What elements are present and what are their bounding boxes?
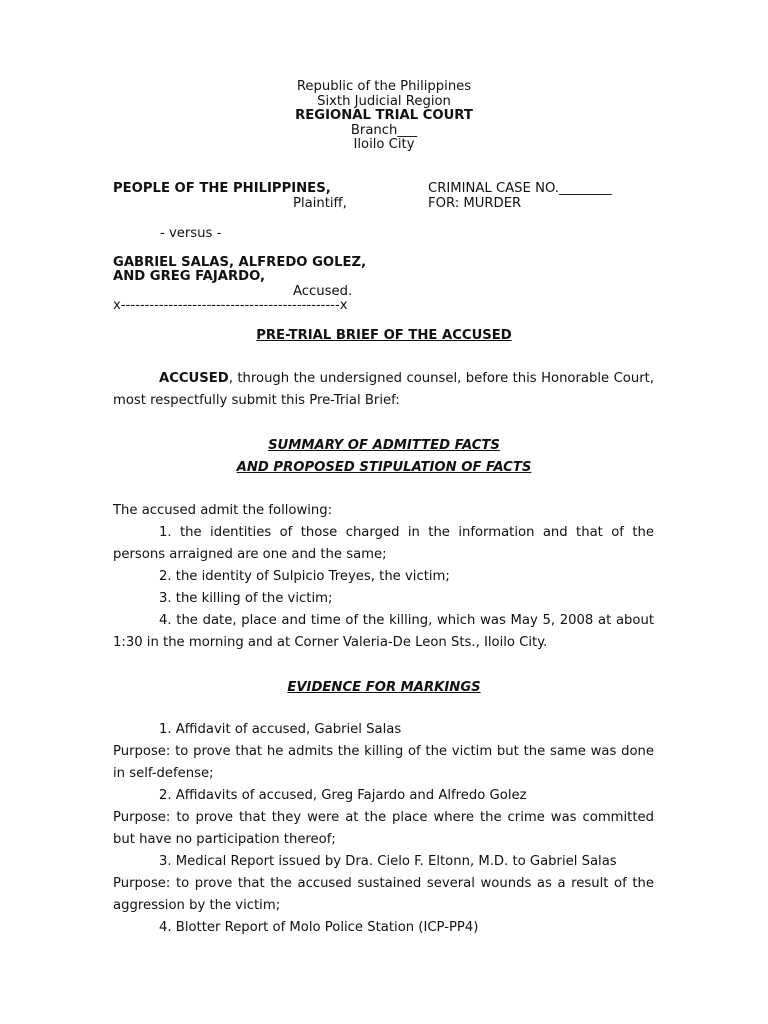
evidence-heading: EVIDENCE FOR MARKINGS [287,680,481,695]
header-region: Sixth Judicial Region [317,94,451,109]
evidence-purpose-2: Purpose: to prove that they were at the place where the crime was committed but have no participation thereof; [113,810,654,847]
evidence-purpose-1: Purpose: to prove that he admits the killing of the victim but the same was done in self-defense; [113,744,654,781]
evidence-item-4: 4. Blotter Report of Molo Police Station (ICP-PP4) [159,920,479,935]
admitted-item-3: 3. the killing of the victim; [159,591,333,606]
intro-text: , through the undersigned counsel, before this Honorable Court, most respectfully submit this Pre-Trial Brief: [113,371,654,408]
admitted-item-4: 4. the date, place and time of the killing, which was May 5, 2008 at about 1:30 in the morning and at Corner Valeria-De Leon Sts., Iloilo City. [113,613,654,650]
intro-paragraph [113,368,654,412]
header-city: Iloilo City [353,137,415,152]
admitted-item-2: 2. the identity of Sulpicio Treyes, the victim; [159,569,450,584]
case-number: CRIMINAL CASE NO.________ [428,181,612,196]
document-title: PRE-TRIAL BRIEF OF THE ACCUSED [256,328,512,343]
accused-names-line1: GABRIEL SALAS, ALFREDO GOLEZ, [113,255,367,270]
plaintiff-name: PEOPLE OF THE PHILIPPINES, [113,181,331,196]
caption-separator: x----------------------------------------------x [113,298,348,313]
summary-heading-line2: AND PROPOSED STIPULATION OF FACTS [236,460,532,475]
header-court: REGIONAL TRIAL COURT [295,108,473,123]
plaintiff-role: Plaintiff, [293,196,347,211]
accused-role: Accused. [293,284,353,299]
evidence-purpose-3: Purpose: to prove that the accused sustained several wounds as a result of the aggression by the victim; [113,876,654,913]
admitted-item-1: 1. the identities of those charged in the information and that of the persons arraigned are one and the same; [113,525,654,562]
intro-lead: ACCUSED [159,371,229,386]
case-charge: FOR: MURDER [428,196,522,211]
header-republic: Republic of the Philippines [296,79,472,94]
admitted-lead: The accused admit the following: [113,503,333,518]
accused-names-line2: AND GREG FAJARDO, [113,269,266,284]
header-branch: Branch___ [350,123,418,138]
evidence-item-1: 1. Affidavit of accused, Gabriel Salas [159,722,402,737]
evidence-item-2: 2. Affidavits of accused, Greg Fajardo and Alfredo Golez [159,788,527,803]
versus-label: - versus - [160,226,222,241]
evidence-item-3: 3. Medical Report issued by Dra. Cielo F. Eltonn, M.D. to Gabriel Salas [159,854,617,869]
summary-heading-line1: SUMMARY OF ADMITTED FACTS [268,438,500,453]
